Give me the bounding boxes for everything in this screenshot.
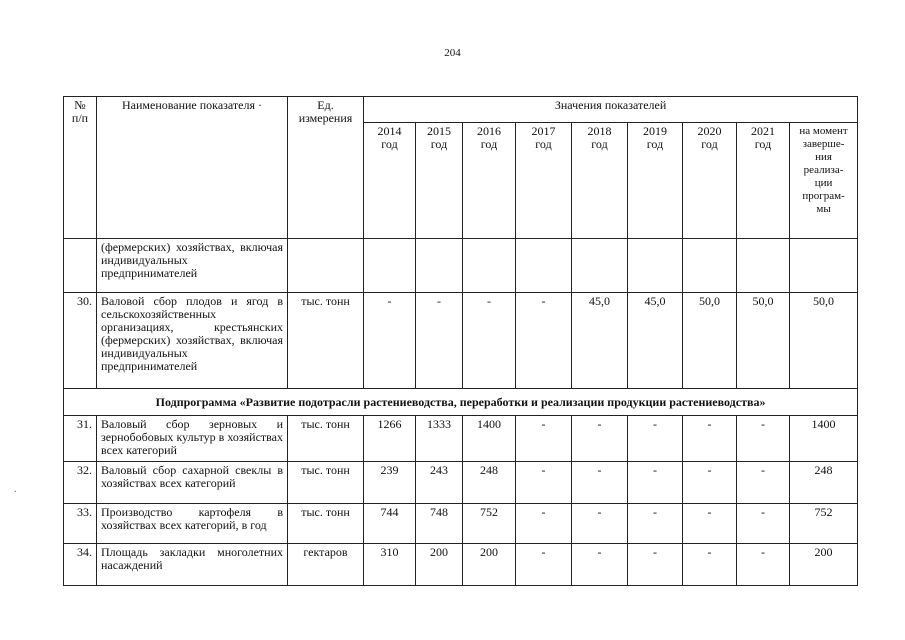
row-value: - — [628, 504, 683, 544]
row-number: 31. — [64, 416, 97, 462]
row-value: - — [572, 462, 628, 504]
row-unit: тыс. тонн — [288, 416, 364, 462]
table-row — [64, 504, 858, 544]
row-value — [416, 239, 463, 293]
table-row — [64, 544, 858, 586]
row-unit: гектаров — [288, 544, 364, 586]
row-value: - — [683, 416, 737, 462]
header-year: 2017 год — [516, 123, 572, 239]
row-value — [572, 239, 628, 293]
row-value: - — [628, 544, 683, 586]
row-value: 310 — [364, 544, 416, 586]
table-row — [64, 462, 858, 504]
header-num: № п/п — [64, 97, 97, 239]
row-value: 752 — [463, 504, 516, 544]
row-name: Валовый сбор сахарной свеклы в хозяйствах всех категорий — [97, 462, 288, 504]
row-value: - — [516, 462, 572, 504]
row-value: 200 — [790, 544, 858, 586]
row-value: - — [572, 416, 628, 462]
row-value: - — [516, 504, 572, 544]
row-number: 33. — [64, 504, 97, 544]
stray-mark: . — [14, 484, 17, 495]
row-value — [463, 239, 516, 293]
header-year: 2016 год — [463, 123, 516, 239]
row-value: - — [416, 293, 463, 389]
row-name: Площадь закладки многолетних насаждений — [97, 544, 288, 586]
header-year: 2021 год — [737, 123, 790, 239]
page-number: 204 — [444, 47, 461, 59]
table-row — [64, 293, 858, 389]
row-value — [737, 239, 790, 293]
row-value: - — [572, 544, 628, 586]
row-number: 30. — [64, 293, 97, 389]
row-value — [628, 239, 683, 293]
row-value: 248 — [790, 462, 858, 504]
row-value: - — [737, 462, 790, 504]
row-value: 1266 — [364, 416, 416, 462]
row-value: 1400 — [463, 416, 516, 462]
row-value: - — [364, 293, 416, 389]
row-value — [516, 239, 572, 293]
row-value: 1333 — [416, 416, 463, 462]
row-value: - — [737, 544, 790, 586]
row-value: - — [683, 544, 737, 586]
row-name: (фермерских) хозяйствах, включая индивидуальных предпринимателей — [97, 239, 288, 293]
row-value: 200 — [463, 544, 516, 586]
row-number: 32. — [64, 462, 97, 504]
row-value: 748 — [416, 504, 463, 544]
table-row — [64, 416, 858, 462]
row-value: - — [516, 544, 572, 586]
row-value: - — [572, 504, 628, 544]
row-value: 744 — [364, 504, 416, 544]
row-unit: тыс. тонн — [288, 462, 364, 504]
subprogram-title: Подпрограмма «Развитие подотрасли растениеводства, переработки и реализации продукции растениеводства» — [64, 389, 858, 416]
row-value: - — [628, 462, 683, 504]
row-value: 200 — [416, 544, 463, 586]
row-value — [683, 239, 737, 293]
row-value: 50,0 — [683, 293, 737, 389]
row-value: - — [463, 293, 516, 389]
header-final: на момент заверше- ния реализа- ции програм- мы — [790, 123, 858, 239]
header-year: 2020 год — [683, 123, 737, 239]
header-unit: Ед. измерения — [288, 97, 364, 239]
row-number — [64, 239, 97, 293]
row-value: 239 — [364, 462, 416, 504]
row-value: - — [683, 504, 737, 544]
row-value: 243 — [416, 462, 463, 504]
row-unit: тыс. тонн — [288, 504, 364, 544]
row-value: 45,0 — [572, 293, 628, 389]
indicators-table — [63, 96, 858, 586]
row-name: Валовый сбор зерновых и зернобобовых культур в хозяйствах всех категорий — [97, 416, 288, 462]
row-value — [790, 239, 858, 293]
row-unit — [288, 239, 364, 293]
row-value: 50,0 — [737, 293, 790, 389]
row-value: - — [516, 293, 572, 389]
row-value: - — [737, 504, 790, 544]
row-name: Производство картофеля в хозяйствах всех категорий, в год — [97, 504, 288, 544]
row-value: - — [683, 462, 737, 504]
row-value: 752 — [790, 504, 858, 544]
header-values-group: Значения показателей — [364, 97, 858, 123]
header-year: 2015 год — [416, 123, 463, 239]
row-value: 50,0 — [790, 293, 858, 389]
row-value: - — [737, 416, 790, 462]
header-year: 2019 год — [628, 123, 683, 239]
row-value: 45,0 — [628, 293, 683, 389]
subprogram-row — [64, 389, 858, 416]
row-value: - — [628, 416, 683, 462]
header-name — [97, 97, 288, 239]
header-year: 2018 год — [572, 123, 628, 239]
header-name-label: Наименование показателя — [122, 98, 255, 112]
row-value: 248 — [463, 462, 516, 504]
row-name: Валовой сбор плодов и ягод в сельскохозяйственных организациях, крестьянских (фермерских) хозяйствах, включая индивидуальных предпринимателей — [97, 293, 288, 389]
table-row — [64, 239, 858, 293]
row-value — [364, 239, 416, 293]
row-unit: тыс. тонн — [288, 293, 364, 389]
row-number: 34. — [64, 544, 97, 586]
header-year: 2014 год — [364, 123, 416, 239]
row-value: 1400 — [790, 416, 858, 462]
row-value: - — [516, 416, 572, 462]
header-name-tick: · — [258, 98, 262, 112]
